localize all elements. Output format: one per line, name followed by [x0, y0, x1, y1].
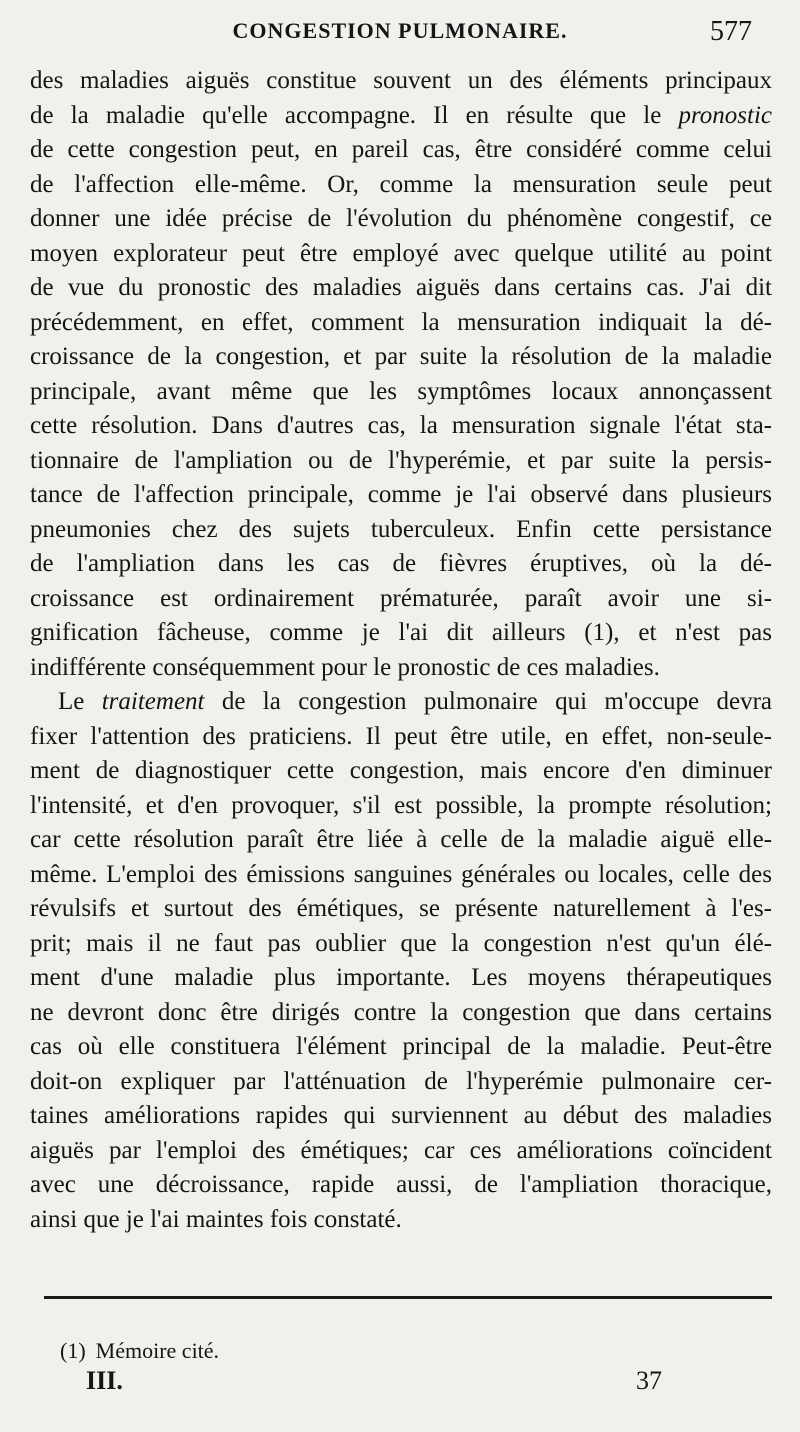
text-line: gnification fâcheuse, comme je l'ai dit ailleurs (1), et n'est pas — [30, 619, 772, 646]
page-number: 577 — [710, 16, 752, 47]
text-line — [30, 685, 772, 720]
footnote — [60, 1338, 219, 1364]
footnote-text: Mémoire cité. — [95, 1338, 220, 1363]
text-line: de cette congestion peut, en pareil cas, être considéré comme celui — [30, 136, 772, 163]
text-line: de l'ampliation dans les cas de fièvres éruptives, où la dé- — [30, 550, 772, 577]
text-line: ne devront donc être dirigés contre la congestion que dans certains — [30, 998, 772, 1026]
text-line: même. L'emploi des émissions sanguines générales ou locales, celle des — [30, 860, 772, 888]
text-line: tance de l'affection principale, comme je l'ai observé dans plusieurs — [30, 481, 772, 508]
page-header — [0, 18, 800, 58]
text-segment: Le — [58, 688, 85, 715]
running-title: CONGESTION PULMONAIRE. — [232, 18, 568, 43]
paragraph-prognosis — [30, 64, 772, 685]
body-text — [30, 64, 772, 1237]
text-line: croissance de la congestion, et par suite la résolution de la maladie — [30, 343, 772, 370]
italic-term-pronostic: pronostic — [678, 101, 772, 129]
text-line: doit-on expliquer par l'atténuation de l'hyperémie pulmonaire cer- — [30, 1067, 772, 1095]
sheet-number: 37 — [636, 1366, 662, 1395]
text-line: de vue du pronostic des maladies aiguës dans certains cas. J'ai dit — [30, 274, 772, 301]
text-line: de l'affection elle-même. Or, comme la mensuration seule peut — [30, 170, 772, 198]
text-line — [30, 99, 772, 134]
volume-signature: III. — [86, 1366, 123, 1395]
text-line: ainsi que je l'ai maintes fois constaté. — [30, 1205, 402, 1233]
text-line: moyen explorateur peut être employé avec quelque utilité au point — [30, 239, 772, 267]
text-line: donner une idée précise de l'évolution du phénomène congestif, ce — [30, 205, 772, 232]
italic-term-traitement: traitement — [101, 688, 205, 715]
text-line: des maladies aiguës constitue souvent un des éléments principaux — [30, 67, 772, 94]
text-line: cas où elle constituera l'élément principal de la maladie. Peut-être — [30, 1033, 772, 1060]
text-segment: de la maladie qu'elle accompagne. Il en résulte que le — [30, 101, 662, 129]
text-line: pneumonies chez des sujets tuberculeux. Enfin cette persistance — [30, 515, 772, 543]
text-line: avec une décroissance, rapide aussi, de l'ampliation thoracique, — [30, 1171, 772, 1198]
text-line: ment d'une maladie plus importante. Les moyens thérapeutiques — [30, 964, 772, 991]
text-line: principale, avant même que les symptômes locaux annonçassent — [30, 377, 772, 405]
page-footer — [0, 1366, 800, 1406]
text-line: cette résolution. Dans d'autres cas, la mensuration signale l'état sta- — [30, 412, 772, 439]
text-line: taines améliorations rapides qui surviennent au début des maladies — [30, 1102, 772, 1129]
text-line: l'intensité, et d'en provoquer, s'il est possible, la prompte résolution; — [30, 791, 772, 819]
text-line: croissance est ordinairement prématurée, paraît avoir une si- — [30, 584, 772, 612]
text-line: aiguës par l'emploi des émétiques; car ces améliorations coïncident — [30, 1136, 772, 1164]
text-line: car cette résolution paraît être liée à celle de la maladie aiguë elle- — [30, 826, 772, 853]
text-line: révulsifs et surtout des émétiques, se présente naturellement à l'es- — [30, 895, 772, 922]
paragraph-treatment — [30, 685, 772, 1237]
text-line: fixer l'attention des praticiens. Il peut être utile, en effet, non-seule- — [30, 722, 772, 750]
text-line: précédemment, en effet, comment la mensuration indiquait la dé- — [30, 308, 772, 336]
text-line: tionnaire de l'ampliation ou de l'hyperémie, et par suite la persis- — [30, 446, 772, 474]
text-line: indifférente conséquemment pour le pronostic de ces maladies. — [30, 653, 660, 681]
footnote-mark: (1) — [60, 1338, 86, 1363]
text-line: ment de diagnostiquer cette congestion, mais encore d'en diminuer — [30, 757, 772, 784]
footnote-divider — [44, 1296, 772, 1299]
text-line: prit; mais il ne faut pas oublier que la congestion n'est qu'un élé- — [30, 929, 772, 957]
text-segment: de la congestion pulmonaire qui m'occupe devra — [221, 688, 773, 715]
